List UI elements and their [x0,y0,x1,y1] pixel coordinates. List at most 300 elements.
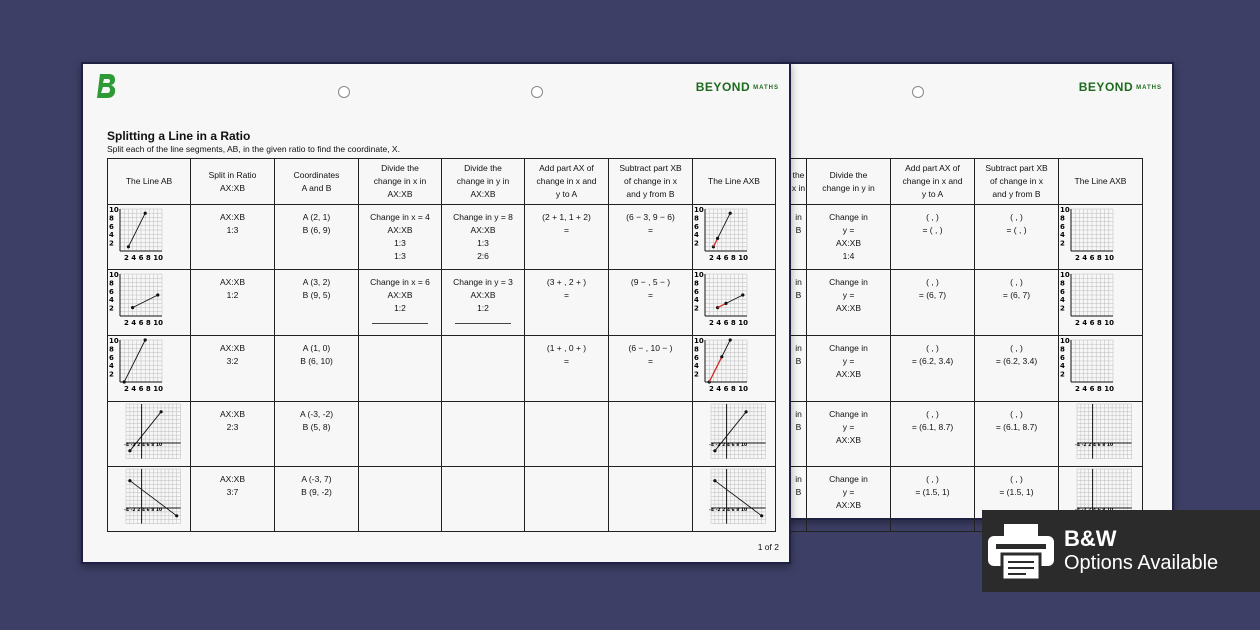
change-y-cell [442,402,525,467]
axis-tick-label: 2 [109,370,114,379]
column-header-line: Subtract part XB [985,163,1048,173]
add-part-cell-text-line: ( , ) [926,474,939,484]
coordinates-cell [275,336,359,402]
axis-tick-label: -4 -2 2 4 6 8 10 [709,443,748,448]
axis-tick-label: 8 [694,214,699,223]
add-part-cell-text-line: ( , ) [926,409,939,419]
column-header-line: change in x and [536,176,597,186]
ratio-cell-text-line: 1:2 [226,290,239,300]
table-row [108,467,776,532]
cut-off-cell-text-line: in [795,343,802,353]
change-x-cell [359,467,442,532]
coordinates-cell-text [275,402,358,434]
axis-tick-label: 2 4 6 8 10 [124,385,163,393]
axis-tick-label: 4 [694,231,699,240]
add-part-cell-text [525,336,608,368]
column-header [525,159,609,205]
coordinates-cell [275,467,359,532]
add-part-cell-text-line: = (6, 7) [918,290,947,300]
axis-tick-label: 8 [694,345,699,354]
axis-tick-label: 6 [109,287,114,296]
axis-tick-label: 6 [694,287,699,296]
mini-graph [108,336,186,398]
printer-icon [986,520,1056,582]
add-part-cell-text [525,205,608,237]
axis-tick-label: 2 4 6 8 10 [1075,319,1114,327]
graph-cell-ab [108,336,191,402]
beyond-logo-icon [95,72,117,100]
change-x-cell [359,336,442,402]
mini-graph [108,270,186,332]
punch-hole-icon [531,86,543,98]
ratio-cell-text [191,402,274,434]
axis-tick-label: 4 [1060,231,1065,240]
axis-tick-label: 2 [109,304,114,313]
axis-tick-label: 4 [694,362,699,371]
cut-off-cell [791,336,807,402]
subtract-part-cell-text [975,336,1058,368]
axis-tick-label: 6 [694,353,699,362]
change-y-cell-text-line: AX:XB [835,238,862,248]
change-y-cell-text-line: AX:XB [835,303,862,313]
column-header-line: Add part AX of [539,163,594,173]
cut-off-cell-text [791,402,806,434]
change-x-cell-text-line: 1:2 [394,303,406,313]
coordinates-cell-text-line: A (2, 1) [302,212,331,222]
change-y-cell-text-line: y = [842,225,855,235]
axis-tick-label: -4 -2 2 4 6 8 10 [124,443,163,448]
axis-tick-label: 8 [1060,279,1065,288]
axis-tick-label: 4 [109,296,114,305]
change-y-cell-text [807,467,890,512]
axis-tick-label: 8 [1060,214,1065,223]
worksheet-instructions: Split each of the line segments, AB, in the given ratio to find the coordinate, X. [107,144,400,154]
axis-tick-label: 2 4 6 8 10 [709,319,748,327]
axis-tick-label: 10 [109,206,119,214]
axis-tick-label: 2 [694,304,699,313]
graph-point [128,449,131,452]
change-y-cell [807,402,891,467]
axis-tick-label: 2 4 6 8 10 [124,319,163,327]
graph-point [175,514,178,517]
axis-tick-label: 2 4 6 8 10 [709,385,748,393]
change-y-cell [807,205,891,270]
graph-cell-axb [693,336,776,402]
add-part-cell-text-line: = (6.1, 8.7) [911,422,954,432]
axis-tick-label: -4 -2 2 4 6 8 10 [124,508,163,513]
worksheet-page-2 [780,62,1174,520]
change-y-cell-text [807,336,890,381]
cut-off-cell [791,270,807,336]
table-row [791,336,1143,402]
answer-line [372,315,428,324]
axis-tick-label: 10 [1060,337,1070,345]
mini-graph [693,205,771,267]
cut-off-cell-text [791,336,806,368]
column-header-line: Coordinates [293,169,340,180]
coordinates-cell-text-line: B (9, -2) [301,487,332,497]
subtract-part-cell-text-line: = ( , ) [1006,225,1027,235]
column-header-line: AX:XB [219,182,246,193]
add-part-cell [891,336,975,402]
column-header [191,159,275,205]
graph-point [724,302,727,305]
mini-graph [1059,270,1137,332]
add-part-cell-text-line: = [564,225,569,235]
column-header-line: of change in x [990,176,1043,186]
add-part-cell-text-line: (3 + , 2 + ) [546,277,587,287]
column-header [791,159,807,205]
column-header-line: of change in x [624,176,677,186]
change-y-cell-text-line: AX:XB [470,225,496,235]
subtract-part-cell-text [609,270,692,302]
change-y-cell-text-line: Change in [829,409,868,419]
add-part-cell-text-line: = (1.5, 1) [915,487,950,497]
cut-off-cell-text-line: in [795,277,802,287]
graph-point [127,245,130,248]
brand-name: BEYOND MATHS [1078,80,1162,94]
ratio-cell-text-line: AX:XB [219,343,246,353]
graph-point [729,338,732,341]
add-part-cell-text [891,205,974,237]
punch-hole-icon [338,86,350,98]
add-part-cell-text [891,270,974,302]
ratio-cell-text-line: 3:2 [226,356,239,366]
column-header-line: The Line AXB [1074,176,1127,186]
column-header-line: Add part AX of [905,163,960,173]
axis-tick-label: 2 [1060,370,1065,379]
graph-cell-axb [1059,270,1143,336]
ratio-cell-text-line: AX:XB [219,474,246,484]
change-y-cell-text-line: y = [842,356,855,366]
cut-off-cell-text-line: in [795,409,802,419]
subtract-part-cell-text-line: = (6.1, 8.7) [995,422,1038,432]
axis-tick-label: 8 [694,279,699,288]
ratio-cell-text-line: 1:3 [226,225,239,235]
axis-tick-label: 10 [109,271,119,279]
ratio-cell-text-line: AX:XB [219,212,246,222]
add-part-cell-text-line: = [564,356,569,366]
change-y-cell-text [807,402,890,447]
mini-graph [108,402,186,464]
add-part-cell-text [891,467,974,499]
ratio-cell-text-line: AX:XB [219,409,246,419]
add-part-cell-text-line: = ( , ) [922,225,943,235]
coordinates-cell [275,205,359,270]
graph-point [713,479,716,482]
graph-point [713,449,716,452]
ratio-cell-text-line: 2:3 [226,422,239,432]
axis-tick-label: 4 [1060,296,1065,305]
mini-graph [1059,205,1137,267]
axis-tick-label: 4 [109,362,114,371]
mini-graph [1059,336,1137,398]
add-part-cell-text-line: (1 + , 0 + ) [546,343,587,353]
add-part-cell-text-line: = [564,290,569,300]
mini-graph [108,205,186,267]
graph-cell-axb [1059,402,1143,467]
coordinates-cell-text-line: B (6, 9) [302,225,331,235]
subtract-part-cell-text [975,467,1058,499]
graph-cell-ab [108,467,191,532]
subtract-part-cell [609,205,693,270]
change-y-cell-text-line: Change in [829,212,868,222]
mini-graph [693,402,771,464]
axis-tick-label: 8 [109,279,114,288]
column-header-line: change in x and [902,176,963,186]
subtract-part-cell-text [975,402,1058,434]
add-part-cell [525,402,609,467]
add-part-cell [891,467,975,532]
axis-tick-label: 6 [109,353,114,362]
change-y-cell [442,205,525,270]
graph-point [716,237,719,240]
change-y-cell-text-line: Change in [829,277,868,287]
column-header-line: y to A [555,189,578,199]
axis-tick-label: -4 -2 2 4 6 8 10 [709,508,748,513]
change-x-cell-text-line: Change in x = 6 [370,277,430,287]
axis-tick-label: 10 [109,337,119,345]
change-x-cell-text-line: 1:3 [394,238,406,248]
table-row [108,336,776,402]
coordinates-cell-text-line: A (-3, 7) [301,474,332,484]
subtract-part-cell-text [975,270,1058,302]
subtract-part-cell-text-line: ( , ) [1010,277,1023,287]
add-part-cell [525,205,609,270]
cut-off-cell-text [791,270,806,302]
coordinates-cell-text-line: A (3, 2) [302,277,331,287]
subtract-part-cell [609,467,693,532]
change-x-cell [359,205,442,270]
mini-graph [108,467,186,529]
column-header [108,159,191,205]
graph-cell-ab [108,205,191,270]
column-header [275,159,359,205]
axis-tick-label: 8 [1060,345,1065,354]
mini-graph [1059,402,1137,464]
subtract-part-cell [975,336,1059,402]
axis-tick-label: 4 [1060,362,1065,371]
bw-options-banner [982,510,1260,592]
banner-subtitle: Options Available [1064,552,1219,574]
graph-point [720,355,723,358]
change-y-cell-text-line: y = [842,290,855,300]
axis-tick-label: 2 [1060,304,1065,313]
change-x-cell [359,270,442,336]
coordinates-cell-text-line: B (9, 5) [302,290,331,300]
cut-off-cell-text-line: B [795,290,802,300]
graph-cell-axb [693,467,776,532]
column-header [359,159,442,205]
column-header-line: change in y in [822,182,875,193]
answer-line [455,315,511,324]
column-header-line: change in x in [373,176,427,186]
subtract-part-cell-text-line: ( , ) [1010,212,1023,222]
add-part-cell [525,270,609,336]
subtract-part-cell-text-line: ( , ) [1010,343,1023,353]
graph-cell-ab [108,402,191,467]
column-header-line: Split in Ratio [208,169,257,180]
subtract-part-cell-text [609,336,692,368]
add-part-cell-text [891,402,974,434]
column-header-line: Divide the [829,169,868,180]
banner-title: B&W [1064,526,1117,551]
ratio-cell-text-line: AX:XB [219,277,246,287]
add-part-cell [525,467,609,532]
change-y-cell-text [807,270,890,315]
column-header-line: Divide the [381,163,419,173]
column-header [693,159,776,205]
column-header [975,159,1059,205]
column-header-line: x in [791,182,806,193]
worksheet-page-1 [81,62,791,564]
cut-off-cell [791,402,807,467]
cut-off-cell [791,205,807,270]
change-y-cell-text [807,205,890,263]
mini-graph [693,467,771,529]
change-y-cell-text-line: Change in y = 8 [453,212,513,222]
axis-tick-label: 4 [694,296,699,305]
change-y-cell-text-line: AX:XB [835,435,862,445]
column-header [807,159,891,205]
graph-point [144,212,147,215]
coordinates-cell-text [275,270,358,302]
ratio-cell [191,402,275,467]
cut-off-cell-text-line: in [795,212,802,222]
subtract-part-cell-text-line: = (1.5, 1) [999,487,1034,497]
coordinates-cell-text-line: A (-3, -2) [299,409,334,419]
mini-graph [693,270,771,332]
subtract-part-cell-text-line: = [648,290,653,300]
column-header-line: Divide the [464,163,502,173]
axis-tick-label: 4 [109,231,114,240]
add-part-cell-text-line: ( , ) [926,343,939,353]
change-y-cell-text-line: y = [842,487,855,497]
coordinates-cell-text [275,336,358,368]
graph-cell-axb [693,270,776,336]
add-part-cell [525,336,609,402]
add-part-cell-text [525,270,608,302]
graph-point [131,306,134,309]
axis-tick-label: 2 [109,239,114,248]
column-header-line: AX:XB [470,189,496,199]
axis-tick-label: 8 [109,345,114,354]
add-part-cell [891,270,975,336]
change-y-cell-text-line: 1:2 [477,303,489,313]
axis-tick-label: 10 [1060,206,1070,214]
change-y-cell-text-line: Change in [829,474,868,484]
coordinates-cell-text-line: B (6, 10) [300,356,333,366]
axis-tick-label: 2 [694,239,699,248]
brand-name: BEYOND MATHS [695,80,779,94]
graph-point [128,479,131,482]
change-y-cell-text-line: AX:XB [470,290,496,300]
ratio-cell [191,205,275,270]
graph-point [760,514,763,517]
axis-tick-label: -4 -2 2 4 6 8 10 [1075,443,1114,448]
axis-tick-label: 10 [1060,271,1070,279]
worksheet-title: Splitting a Line in a Ratio [107,129,251,143]
change-y-cell-text-line: AX:XB [835,369,862,379]
axis-tick-label: 6 [1060,353,1065,362]
change-y-cell [442,336,525,402]
add-part-cell-text [891,336,974,368]
subtract-part-cell-text [975,205,1058,237]
axis-tick-label: 2 4 6 8 10 [1075,254,1114,262]
table-row [108,270,776,336]
change-y-cell [442,467,525,532]
subtract-part-cell-text [609,205,692,237]
graph-point [741,293,744,296]
column-header-line: The Line AB [125,176,173,186]
change-x-cell-text-line: Change in x = 4 [370,212,430,222]
add-part-cell-text-line: = (6.2, 3.4) [911,356,954,366]
axis-tick-label: 10 [694,271,704,279]
graph-point [745,410,748,413]
axis-tick-label: 2 4 6 8 10 [124,254,163,262]
add-part-cell-text-line: ( , ) [926,277,939,287]
subtract-part-cell-text-line: = [648,225,653,235]
graph-point [144,338,147,341]
page-number: 1 of 2 [757,542,779,552]
subtract-part-cell [609,270,693,336]
change-x-cell-text [359,205,441,263]
axis-tick-label: 6 [1060,222,1065,231]
ratio-cell-text-line: 3:7 [226,487,239,497]
column-header [1059,159,1143,205]
change-x-cell-text-line: AX:XB [387,225,413,235]
cut-off-cell-text-line: B [795,356,802,366]
change-y-cell-text [442,205,524,263]
graph-point [160,410,163,413]
subtract-part-cell-text-line: (6 − 3, 9 − 6) [626,212,675,222]
column-header-line: AX:XB [387,189,413,199]
axis-tick-label: 6 [694,222,699,231]
table-row [791,205,1143,270]
change-y-cell-text-line: 1:4 [842,251,855,261]
axis-tick-label: 6 [109,222,114,231]
subtract-part-cell-text-line: = (6, 7) [1002,290,1031,300]
axis-tick-label: 2 [1060,239,1065,248]
subtract-part-cell-text-line: = [648,356,653,366]
subtract-part-cell [609,402,693,467]
change-y-cell [442,270,525,336]
graph-cell-axb [1059,336,1143,402]
ratio-cell [191,270,275,336]
change-y-cell-text [442,270,524,315]
add-part-cell-text-line: ( , ) [926,212,939,222]
column-header-line: change in y in [456,176,510,186]
change-y-cell [807,270,891,336]
graph-point [729,212,732,215]
cut-off-cell-text-line: in [795,474,802,484]
change-x-cell-text [359,270,441,315]
graph-cell-axb [693,205,776,270]
axis-tick-label: 10 [694,337,704,345]
column-header-line: and y from B [992,189,1041,199]
ratio-cell [191,336,275,402]
punch-hole-icon [912,86,924,98]
ratio-cell-text [191,467,274,499]
column-header-line: The Line AXB [708,176,760,186]
column-header [891,159,975,205]
change-x-cell-text-line: AX:XB [387,290,413,300]
add-part-cell [891,402,975,467]
change-y-cell-text-line: y = [842,422,855,432]
add-part-cell-text-line: (2 + 1, 1 + 2) [542,212,591,222]
cut-off-cell-text-line: B [795,487,802,497]
cut-off-cell-text-line: B [795,422,802,432]
